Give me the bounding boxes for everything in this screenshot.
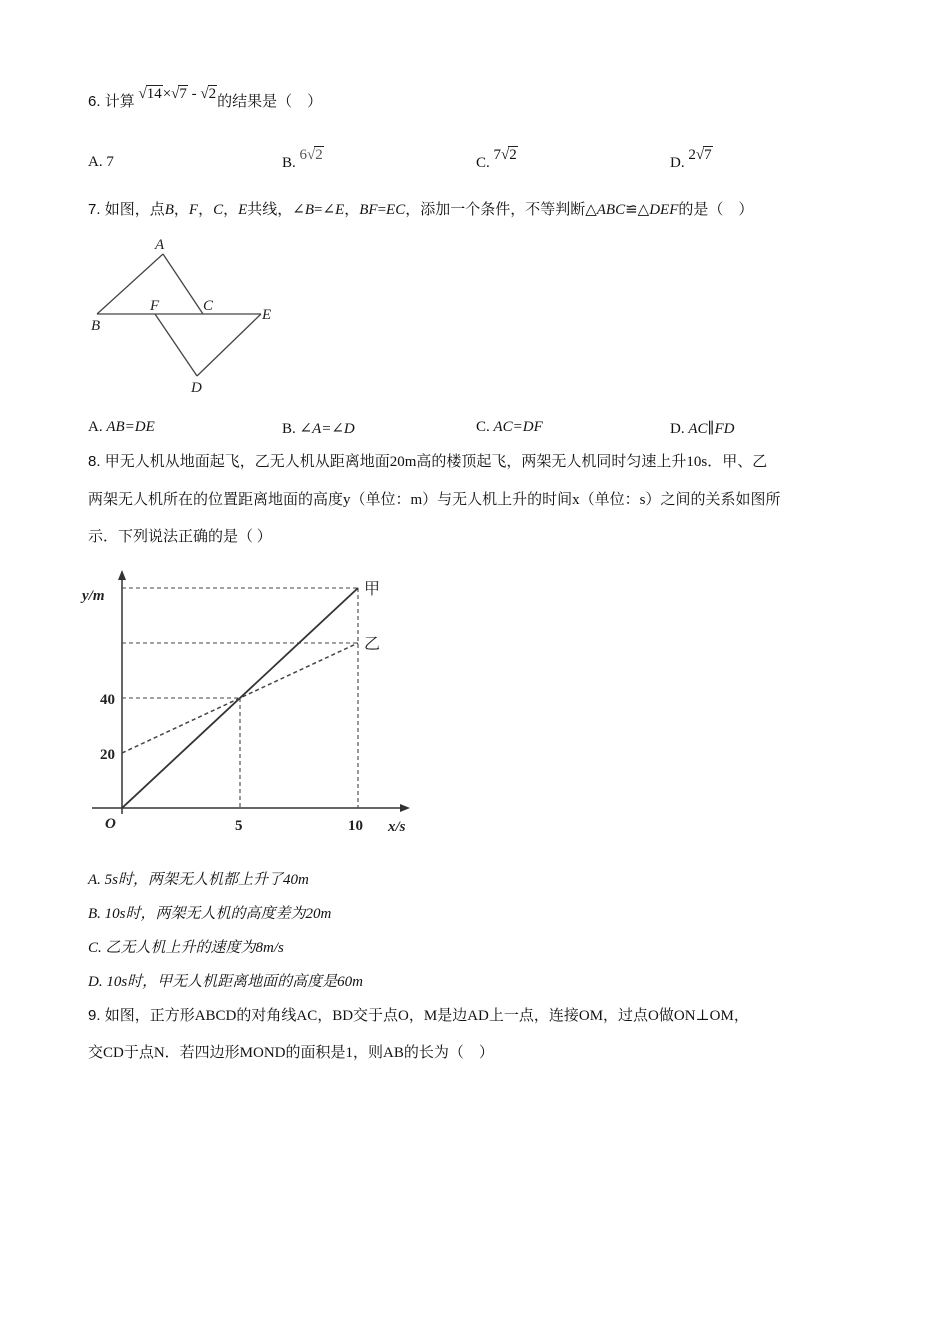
label-D: D — [191, 380, 202, 396]
origin-label: O — [105, 816, 116, 832]
q9-stem-line2: 交CD于点N．若四边形MOND的面积是1，则AB的长为（ ） — [88, 1045, 494, 1061]
q8-option-a[interactable]: A. 5s时，两架无人机都上升了40m — [88, 872, 309, 888]
q7-option-d[interactable]: D. AC∥FD — [670, 421, 735, 437]
label-C: C — [203, 298, 214, 314]
q7-option-a[interactable]: A. AB=DE — [88, 419, 155, 435]
segment-ED — [197, 314, 261, 376]
q8-stem-line2: 两架无人机所在的位置距离地面的高度y（单位：m）与无人机上升的时间x（单位：s）之间的关系如图所 — [88, 492, 781, 508]
q8-stem-line3: 示．下列说法正确的是（ ） — [88, 529, 272, 545]
q6-option-a[interactable]: A. 7 — [88, 154, 114, 170]
q6-number: 6 — [88, 93, 97, 110]
q6-prefix: 计算 — [104, 94, 135, 110]
q6-sqrt-7: √7 — [171, 86, 187, 102]
series-label-jia: 甲 — [364, 581, 381, 598]
y-axis-label: y/m — [82, 588, 105, 604]
q6-option-c[interactable]: C. 7√2 — [476, 147, 517, 171]
segment-FD — [155, 314, 197, 376]
x-tick-label-10: 10 — [348, 818, 363, 834]
y-axis-arrow — [118, 570, 126, 580]
q7-option-c[interactable]: C. AC=DF — [476, 419, 543, 435]
q8-number: 8 — [88, 453, 97, 470]
q6-sqrt-2: √2 — [200, 86, 217, 102]
q8-stem-line1: 8. 甲无人机从地面起飞，乙无人机从距离地面20m高的楼顶起飞，两架无人机同时匀速上升10s．甲、乙 — [88, 453, 768, 470]
q8-option-c[interactable]: C. 乙无人机上升的速度为8m/s — [88, 940, 284, 956]
q7-triangle-figure — [85, 232, 285, 397]
q7-stem: 7. 如图，点B，F，C，E共线，∠B=∠E，BF=EC，添加一个条件，不等判断△ABC≌△DEF的是（ ） — [88, 201, 754, 218]
label-A: A — [155, 237, 165, 253]
x-tick-label-5: 5 — [235, 818, 243, 834]
q6-stem: 6. 计算 √14×√7 - √2的结果是（ ） — [88, 86, 323, 110]
q9-stem-line1: 9. 如图，正方形ABCD的对角线AC，BD交于点O，M是边AD上一点，连接OM，过点O做ON⊥OM， — [88, 1007, 749, 1024]
y-tick-label-20: 20 — [100, 747, 115, 763]
q8-line-chart — [80, 568, 430, 838]
q8-option-d[interactable]: D. 10s时，甲无人机距离地面的高度是60m — [88, 974, 364, 990]
label-F: F — [150, 298, 160, 314]
q6-option-b[interactable]: B. 6√2 — [282, 147, 323, 171]
segment-AC — [163, 254, 203, 314]
series-label-yi: 乙 — [364, 636, 381, 653]
q8-option-b[interactable]: B. 10s时，两架无人机的高度差为20m — [88, 906, 332, 922]
q7-number: 7 — [88, 201, 97, 218]
q6-suffix: 的结果是（ ） — [217, 94, 323, 110]
label-B: B — [91, 318, 101, 334]
x-axis-arrow — [400, 804, 410, 812]
y-tick-label-40: 40 — [100, 692, 115, 708]
q6-option-d[interactable]: D. 2√7 — [670, 147, 712, 171]
label-E: E — [262, 307, 272, 323]
x-axis-label: x/s — [388, 819, 406, 835]
q6-sqrt-14: √14 — [138, 86, 162, 102]
q7-option-b[interactable]: B. ∠A=∠D — [282, 421, 355, 437]
q9-number: 9 — [88, 1007, 97, 1024]
